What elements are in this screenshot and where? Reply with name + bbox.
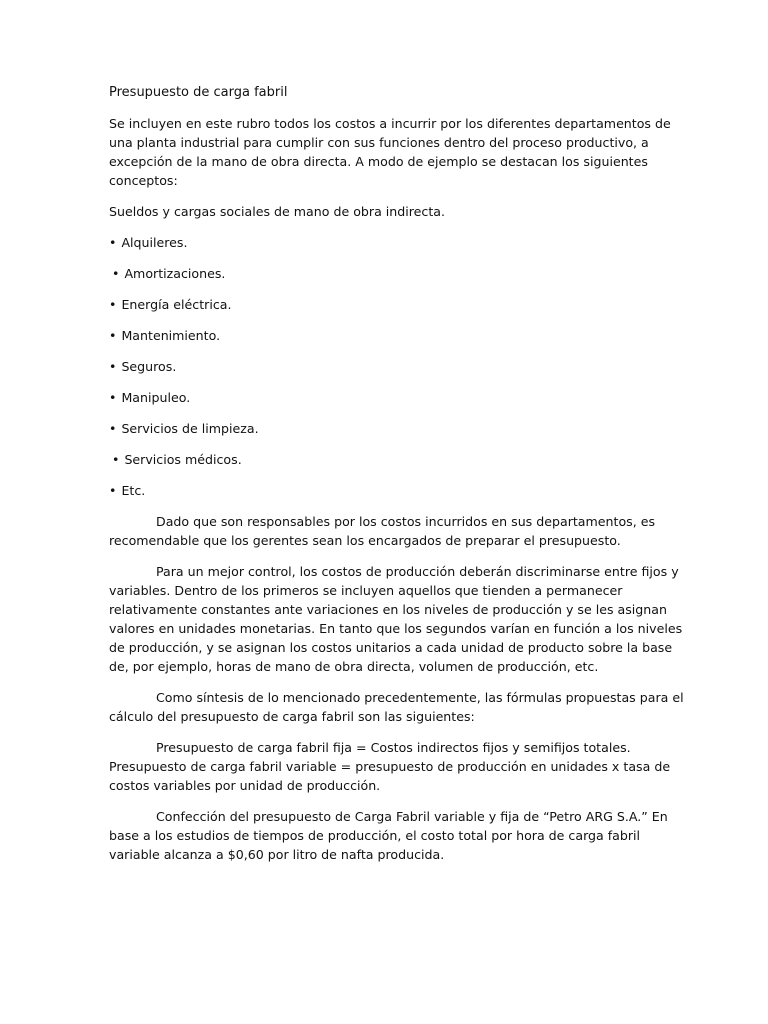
list-item: • Etc.	[109, 483, 146, 498]
list-item: • Amortizaciones.	[112, 266, 226, 281]
sintesis-paragraph: Como síntesis de lo mencionado precedentemente, las fórmulas propuestas para el cálculo del presupuesto de carga fabril son las siguientes:	[109, 690, 684, 724]
formula-variable: Presupuesto de carga fabril variable = presupuesto de producción en unidades x tasa de costos variables por unidad de producción.	[109, 759, 671, 793]
list-item: • Servicios de limpieza.	[109, 421, 259, 436]
formulas-paragraph	[109, 738, 688, 795]
bullet-icon: •	[109, 235, 117, 250]
list-item: • Mantenimiento.	[109, 328, 221, 343]
bullet-icon: •	[109, 359, 117, 374]
bullet-icon: •	[109, 421, 117, 436]
document-title: Presupuesto de carga fabril	[109, 85, 288, 100]
intro-paragraph: Se incluyen en este rubro todos los costos a incurrir por los diferentes departamentos de una planta industrial para cumplir con sus funciones dentro del proceso productivo, a excepción de la mano de obra directa. A modo de ejemplo se destacan los siguientes conceptos:	[109, 116, 671, 188]
list-item: • Energía eléctrica.	[109, 297, 232, 312]
formula-fija: Presupuesto de carga fabril fija = Costos indirectos fijos y semifijos totales.	[156, 740, 631, 755]
bullet-icon: •	[109, 483, 117, 498]
list-item: • Seguros.	[109, 359, 177, 374]
bullet-icon: •	[109, 390, 117, 405]
bullet-icon: •	[109, 328, 117, 343]
first-concept: Sueldos y cargas sociales de mano de obra indirecta.	[109, 204, 446, 219]
bullet-icon: •	[112, 266, 120, 281]
bullet-icon: •	[112, 452, 120, 467]
confeccion-paragraph: Confección del presupuesto de Carga Fabril variable y fija de “Petro ARG S.A.” En base a los estudios de tiempos de producción, el costo total por hora de carga fabril variable alcanza a $0,60 por litro de nafta producida.	[109, 809, 668, 862]
list-item: • Servicios médicos.	[112, 452, 242, 467]
list-item: • Alquileres.	[109, 235, 188, 250]
responsables-paragraph: Dado que son responsables por los costos incurridos en sus departamentos, es recomendable que los gerentes sean los encargados de preparar el presupuesto.	[109, 514, 656, 548]
control-paragraph: Para un mejor control, los costos de producción deberán discriminarse entre fijos y variables. Dentro de los primeros se incluyen aquellos que tienden a permanecer relativamente constantes ante variaciones en los niveles de producción y se les asignan valores en unidades monetarias. En tanto que los segundos varían en función a los niveles de producción, y se asignan los costos unitarios a cada unidad de producto sobre la base de, por ejemplo, horas de mano de obra directa, volumen de producción, etc.	[109, 564, 683, 674]
bullet-icon: •	[109, 297, 117, 312]
list-item: • Manipuleo.	[109, 390, 191, 405]
